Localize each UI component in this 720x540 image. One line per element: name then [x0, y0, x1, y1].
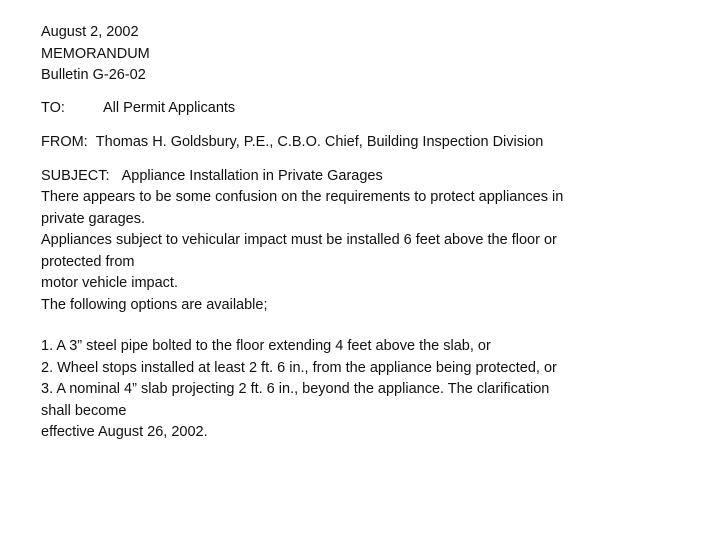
- body-paragraph-2-line-1: Appliances subject to vehicular impact must be installed 6 feet above the floor or: [41, 232, 557, 248]
- option-3-line-1: 3. A nominal 4” slab projecting 2 ft. 6 in., beyond the appliance. The clarification: [41, 381, 550, 397]
- bulletin-number: Bulletin G-26-02: [41, 67, 146, 83]
- to-value: All Permit Applicants: [103, 99, 236, 116]
- memorandum-document: [41, 22, 701, 444]
- from-line: [41, 132, 701, 154]
- option-1: 1. A 3” steel pipe bolted to the floor extending 4 feet above the slab, or: [41, 338, 491, 354]
- from-label: FROM:: [41, 134, 88, 150]
- from-value: Thomas H. Goldsbury, P.E., C.B.O. Chief, Building Inspection Division: [95, 134, 544, 150]
- body-paragraph-1-line-2: private garages.: [41, 210, 145, 227]
- option-2: 2. Wheel stops installed at least 2 ft. 6 in., from the appliance being protected, or: [41, 359, 557, 376]
- body-paragraph-2-line-3: motor vehicle impact.: [41, 275, 178, 291]
- memo-date: August 2, 2002: [41, 24, 139, 40]
- body-paragraph-2-line-2: protected from: [41, 253, 135, 270]
- option-3-line-2: shall become: [41, 402, 127, 419]
- option-3-line-3: effective August 26, 2002.: [41, 424, 208, 440]
- body-paragraph-3: The following options are available;: [41, 296, 268, 313]
- subject-line: [41, 166, 701, 188]
- memo-type: MEMORANDUM: [41, 45, 150, 62]
- body-paragraph-1-line-1: There appears to be some confusion on the requirements to protect appliances in: [41, 189, 564, 205]
- subject-value: Appliance Installation in Private Garages: [121, 167, 383, 184]
- subject-label: SUBJECT:: [41, 167, 110, 184]
- to-label: TO:: [41, 99, 65, 116]
- to-line: [41, 98, 701, 120]
